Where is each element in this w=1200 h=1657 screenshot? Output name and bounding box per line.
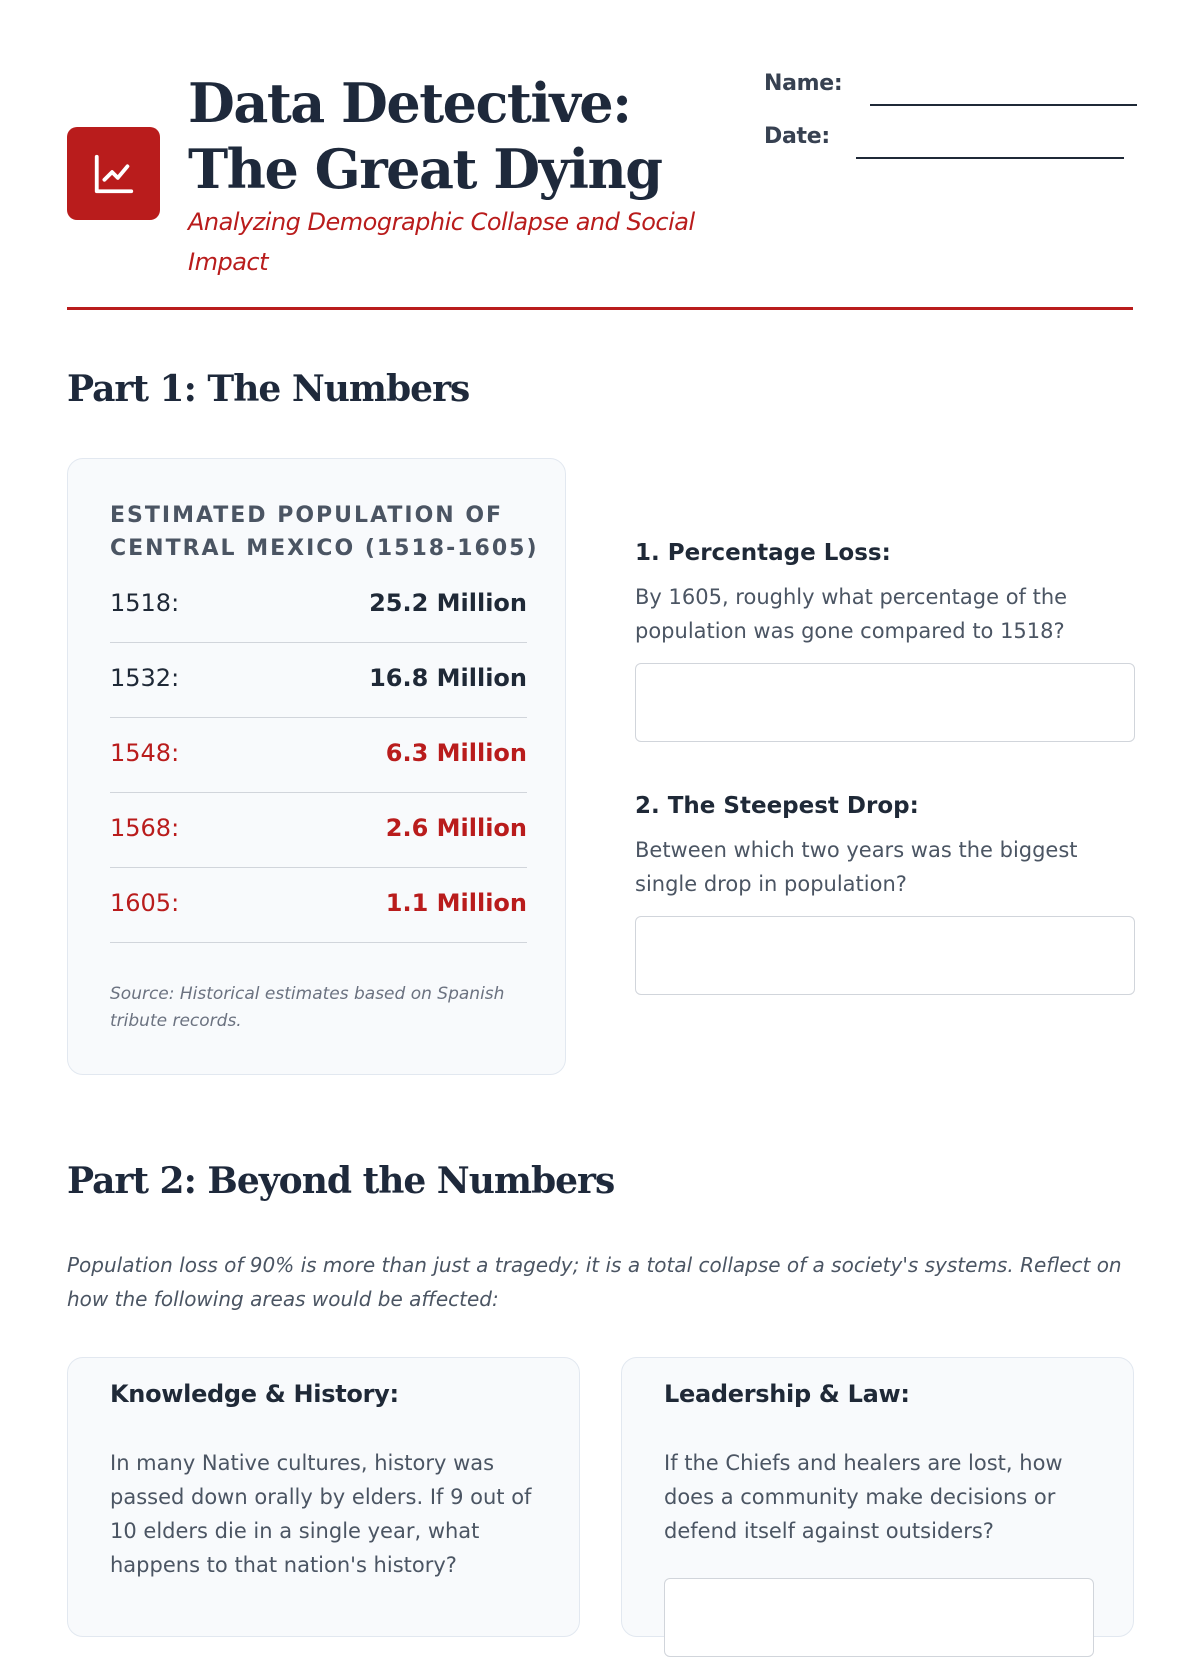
population-table-card [67, 458, 566, 1075]
date-label: Date: [764, 124, 830, 149]
line-chart-icon [91, 151, 137, 197]
part2-title: Part 2: Beyond the Numbers [67, 1160, 615, 1202]
table-row [110, 717, 527, 793]
header-divider [67, 307, 1133, 310]
population-table-heading: ESTIMATED POPULATION OF CENTRAL MEXICO (1518-1605) [110, 503, 539, 561]
date-field[interactable] [856, 157, 1124, 159]
row-value: 1.1 Million [385, 889, 527, 917]
row-year: 1605: [110, 889, 180, 917]
table-source-note: Source: Historical estimates based on Spanish tribute records. [110, 984, 505, 1031]
name-field[interactable] [870, 104, 1137, 106]
page-subtitle: Analyzing Demographic Collapse and Social Impact [188, 208, 695, 276]
row-value: 2.6 Million [385, 814, 527, 842]
table-row [110, 642, 527, 718]
reflection-card-leadership [621, 1357, 1134, 1637]
question-title: 1. Percentage Loss: [635, 540, 891, 566]
row-value: 25.2 Million [369, 589, 527, 617]
table-row [110, 792, 527, 868]
part2-intro: Population loss of 90% is more than just a tragedy; it is a total collapse of a society's systems. Reflect on how the following areas would be affected: [67, 1253, 1122, 1311]
answer-box-percentage-loss[interactable] [635, 663, 1135, 742]
row-value: 6.3 Million [385, 739, 527, 767]
logo-badge [67, 127, 160, 220]
worksheet-header [67, 70, 1133, 310]
row-year: 1548: [110, 739, 180, 767]
card-title: Knowledge & History: [110, 1380, 399, 1408]
answer-box-leadership[interactable] [664, 1578, 1094, 1657]
answer-box-steepest-drop[interactable] [635, 916, 1135, 995]
name-label: Name: [764, 71, 843, 96]
question-text: By 1605, roughly what percentage of the population was gone compared to 1518? [635, 585, 1068, 643]
question-steepest-drop [635, 793, 1135, 995]
reflection-card-knowledge [67, 1357, 580, 1637]
card-text: If the Chiefs and healers are lost, how does a community make decisions or defend itself against outsiders? [664, 1451, 1063, 1543]
question-percentage-loss [635, 540, 1135, 742]
table-row [110, 567, 527, 643]
table-row [110, 867, 527, 943]
question-text: Between which two years was the biggest single drop in population? [635, 838, 1078, 896]
part1-title: Part 1: The Numbers [67, 368, 470, 410]
question-title: 2. The Steepest Drop: [635, 793, 919, 819]
row-year: 1532: [110, 664, 180, 692]
card-text: In many Native cultures, history was passed down orally by elders. If 9 out of 10 elders die in a single year, what happens to that nation's history? [110, 1451, 532, 1577]
row-year: 1568: [110, 814, 180, 842]
page-title: Data Detective: The Great Dying [188, 71, 662, 201]
row-year: 1518: [110, 589, 180, 617]
card-title: Leadership & Law: [664, 1380, 910, 1408]
row-value: 16.8 Million [369, 664, 527, 692]
